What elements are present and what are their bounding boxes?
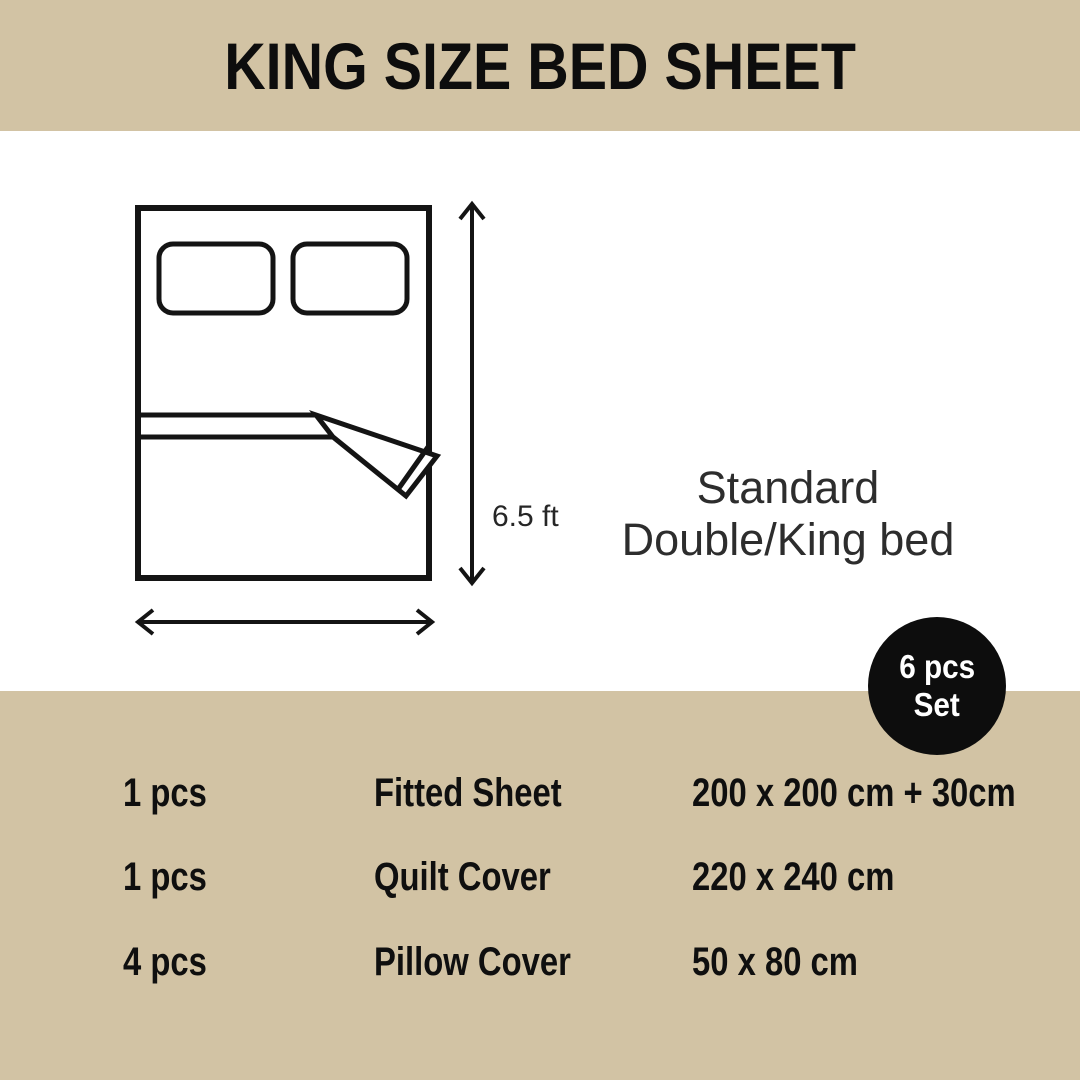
- item-size: 200 x 200 cm + 30cm: [692, 771, 1016, 815]
- pillow-left-shape: [159, 244, 273, 313]
- page-title: KING SIZE BED SHEET: [224, 28, 856, 103]
- item-size: 50 x 80 cm: [692, 940, 858, 984]
- item-name: Fitted Sheet: [374, 771, 562, 815]
- diagram-section: [0, 131, 1080, 691]
- item-size: 220 x 240 cm: [692, 855, 895, 899]
- set-item-row: [0, 770, 1080, 820]
- item-name: Pillow Cover: [374, 940, 571, 984]
- width-arrow: [138, 610, 432, 634]
- set-item-row: [0, 854, 1080, 904]
- height-arrow: [460, 204, 484, 583]
- set-count-badge: [868, 617, 1006, 755]
- set-item-row: [0, 939, 1080, 989]
- bed-caption-line-2: Double/King bed: [621, 514, 955, 565]
- item-qty: 1 pcs: [123, 771, 207, 815]
- item-qty: 4 pcs: [123, 940, 207, 984]
- bed-caption-line-1: Standard: [696, 462, 880, 513]
- bed-type-caption: [598, 462, 978, 566]
- item-qty: 1 pcs: [123, 855, 207, 899]
- item-name: Quilt Cover: [374, 855, 551, 899]
- pillow-right-shape: [293, 244, 407, 313]
- badge-label: Set: [913, 686, 961, 723]
- badge-count: 6 pcs: [899, 648, 975, 685]
- height-dimension-label: 6.5 ft: [492, 500, 559, 533]
